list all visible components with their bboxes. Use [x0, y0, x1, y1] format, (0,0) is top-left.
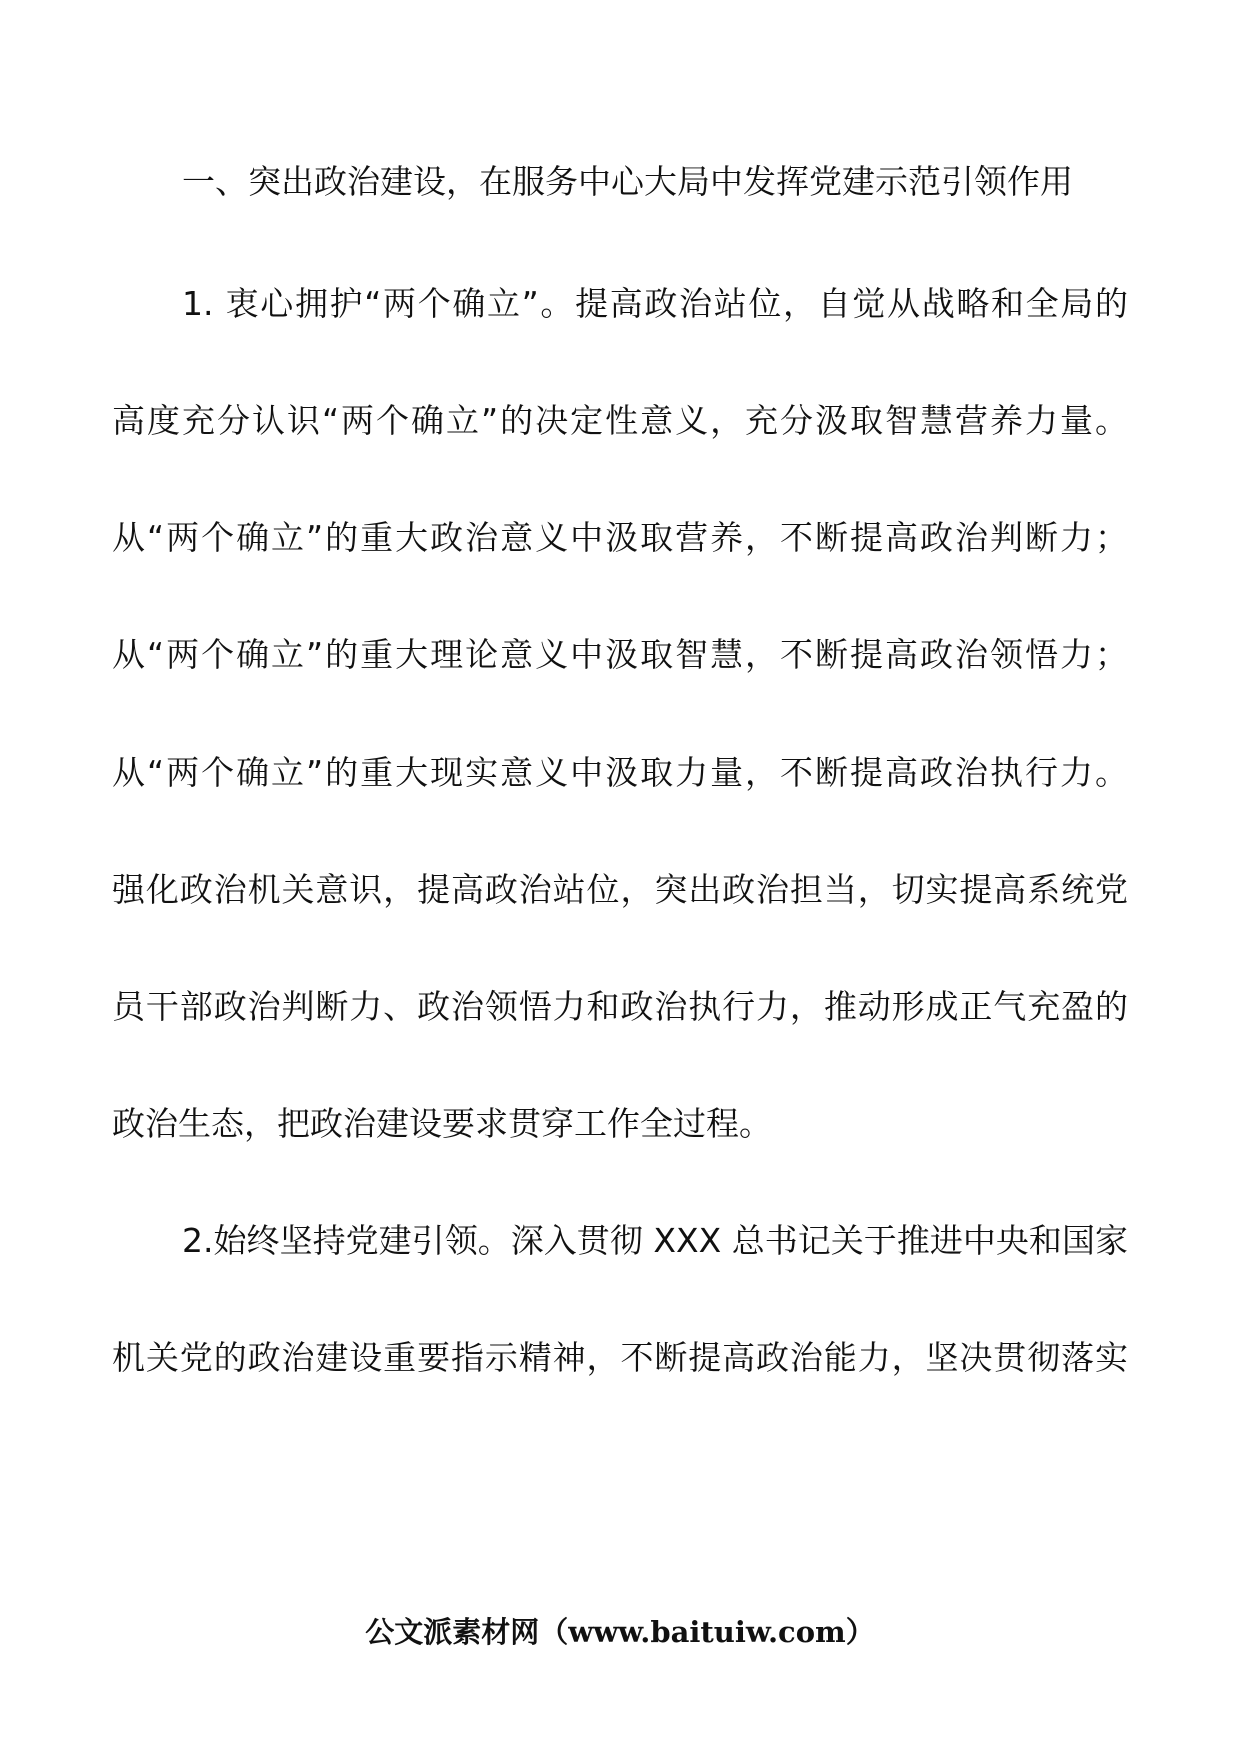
- paragraph-1-line-4: 从“两个确立”的重大理论意义中汲取智慧，不断提高政治领悟力；: [112, 635, 1128, 674]
- paragraph-1-line-3: 从“两个确立”的重大政治意义中汲取营养，不断提高政治判断力；: [112, 518, 1128, 557]
- paragraph-2-line-1: 2.始终坚持党建引领。深入贯彻 XXX 总书记关于推进中央和国家: [182, 1221, 1128, 1260]
- section-heading: 一、突出政治建设，在服务中心大局中发挥党建示范引领作用: [182, 162, 1073, 201]
- paragraph-1-line-1: 1. 衷心拥护“两个确立”。提高政治站位，自觉从战略和全局的: [182, 284, 1128, 323]
- paragraph-1-line-7: 员干部政治判断力、政治领悟力和政治执行力，推动形成正气充盈的: [112, 987, 1128, 1026]
- paragraph-1-line-8: 政治生态，把政治建设要求贯穿工作全过程。: [112, 1104, 772, 1143]
- footer-source: 公文派素材网（www.baituiw.com）: [365, 1615, 875, 1649]
- paragraph-1-line-5: 从“两个确立”的重大现实意义中汲取力量，不断提高政治执行力。: [112, 753, 1128, 792]
- paragraph-1-line-2: 高度充分认识“两个确立”的决定性意义，充分汲取智慧营养力量。: [112, 401, 1128, 440]
- paragraph-2-line-2: 机关党的政治建设重要指示精神，不断提高政治能力，坚决贯彻落实: [112, 1338, 1128, 1377]
- paragraph-1-line-6: 强化政治机关意识，提高政治站位，突出政治担当，切实提高系统党: [112, 870, 1128, 909]
